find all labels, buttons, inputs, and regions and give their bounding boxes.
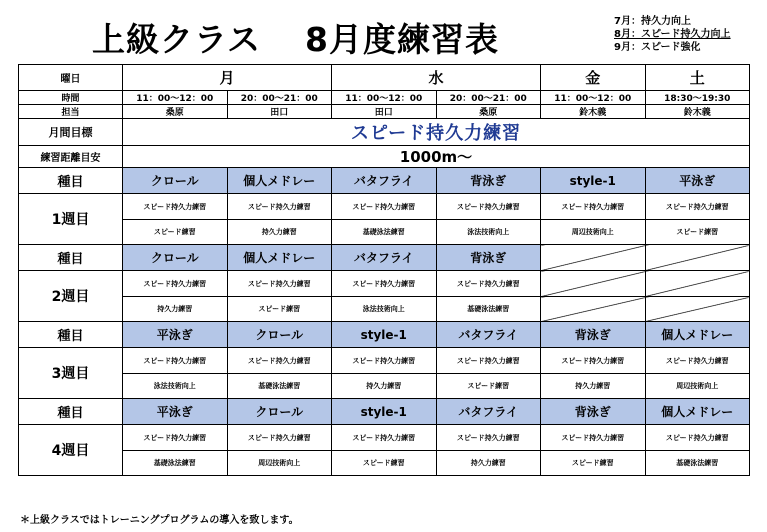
- practice-cell: スピード練習: [227, 297, 332, 322]
- practice-cell: スピード持久力練習: [332, 194, 437, 220]
- time-cell: 20：00～21：00: [436, 91, 541, 105]
- coach-cell: 田口: [227, 105, 332, 119]
- event-cell: クロール: [227, 399, 332, 425]
- session-row: [19, 194, 750, 220]
- event-cell: 個人メドレー: [227, 245, 332, 271]
- week-label: 4週目: [19, 425, 123, 476]
- practice-cell: 周辺技術向上: [645, 374, 750, 399]
- event-cell: 個人メドレー: [645, 322, 750, 348]
- title-month: 8月度練習表: [305, 20, 499, 59]
- title-class: 上級クラス: [92, 20, 262, 59]
- practice-cell: 基礎泳法練習: [436, 297, 541, 322]
- day-row: [19, 65, 750, 91]
- practice-cell: 持久力練習: [123, 297, 228, 322]
- practice-cell: スピード持久力練習: [645, 348, 750, 374]
- practice-cell: スピード持久力練習: [436, 194, 541, 220]
- event-cell: 個人メドレー: [645, 399, 750, 425]
- event-cell: 背泳ぎ: [436, 245, 541, 271]
- practice-cell: スピード持久力練習: [436, 425, 541, 451]
- day-header: 水: [332, 65, 541, 91]
- session-row: [19, 348, 750, 374]
- distance-row: [19, 146, 750, 168]
- practice-cell: 周辺技術向上: [541, 220, 646, 245]
- week-label: 2週目: [19, 271, 123, 322]
- practice-cell: スピード持久力練習: [436, 348, 541, 374]
- practice-cell: スピード持久力練習: [436, 271, 541, 297]
- practice-cell: 泳法技術向上: [332, 297, 437, 322]
- event-cell: 背泳ぎ: [541, 322, 646, 348]
- page-title: [92, 14, 499, 61]
- time-row: [19, 91, 750, 105]
- practice-cell: 基礎泳法練習: [123, 451, 228, 476]
- practice-cell: 持久力練習: [541, 374, 646, 399]
- practice-cell: 泳法技術向上: [123, 374, 228, 399]
- event-label: 種目: [19, 245, 123, 271]
- event-label: 種目: [19, 322, 123, 348]
- coach-row: [19, 105, 750, 119]
- practice-cell: 持久力練習: [227, 220, 332, 245]
- event-cell: 個人メドレー: [227, 168, 332, 194]
- practice-cell: スピード練習: [436, 374, 541, 399]
- time-label: 時間: [19, 91, 123, 105]
- practice-cell: スピード持久力練習: [541, 348, 646, 374]
- event-label: 種目: [19, 399, 123, 425]
- session-row: [19, 220, 750, 245]
- time-cell: 11：00～12：00: [332, 91, 437, 105]
- practice-cell: スピード持久力練習: [123, 425, 228, 451]
- event-cell: style-1: [541, 168, 646, 194]
- empty-cell: [541, 271, 646, 297]
- practice-cell: スピード持久力練習: [227, 271, 332, 297]
- monthly-goal: スピード持久力練習: [123, 119, 750, 146]
- coach-cell: 桑原: [436, 105, 541, 119]
- practice-cell: スピード持久力練習: [227, 194, 332, 220]
- event-cell: バタフライ: [436, 322, 541, 348]
- practice-cell: スピード持久力練習: [227, 348, 332, 374]
- monthly-theme-notes: [614, 15, 731, 54]
- theme-note: 7月：持久力向上: [614, 16, 691, 27]
- coach-cell: 鈴木義: [541, 105, 646, 119]
- practice-cell: スピード持久力練習: [541, 194, 646, 220]
- practice-cell: スピード持久力練習: [227, 425, 332, 451]
- distance-label: 練習距離目安: [19, 146, 123, 168]
- practice-cell: スピード持久力練習: [123, 194, 228, 220]
- practice-cell: スピード持久力練習: [541, 425, 646, 451]
- empty-cell: [541, 245, 646, 271]
- practice-cell: スピード持久力練習: [123, 348, 228, 374]
- event-cell: バタフライ: [332, 168, 437, 194]
- event-row: [19, 245, 750, 271]
- week-label: 1週目: [19, 194, 123, 245]
- event-cell: style-1: [332, 399, 437, 425]
- practice-cell: スピード練習: [541, 451, 646, 476]
- practice-cell: スピード持久力練習: [332, 271, 437, 297]
- event-cell: クロール: [227, 322, 332, 348]
- session-row: [19, 425, 750, 451]
- practice-cell: スピード持久力練習: [332, 348, 437, 374]
- event-cell: クロール: [123, 168, 228, 194]
- practice-cell: スピード持久力練習: [645, 194, 750, 220]
- practice-cell: スピード練習: [123, 220, 228, 245]
- coach-cell: 桑原: [123, 105, 228, 119]
- time-cell: 11：00～12：00: [123, 91, 228, 105]
- day-header: 土: [645, 65, 750, 91]
- event-cell: 平泳ぎ: [645, 168, 750, 194]
- coach-label: 担当: [19, 105, 123, 119]
- goal-label: 月間目標: [19, 119, 123, 146]
- practice-cell: スピード持久力練習: [645, 425, 750, 451]
- coach-cell: 鈴木義: [645, 105, 750, 119]
- practice-cell: 基礎泳法練習: [227, 374, 332, 399]
- empty-cell: [541, 297, 646, 322]
- event-row: [19, 322, 750, 348]
- practice-cell: 泳法技術向上: [436, 220, 541, 245]
- schedule-table: [18, 64, 750, 476]
- distance-target: 1000m～: [123, 146, 750, 168]
- event-row: [19, 399, 750, 425]
- session-row: [19, 271, 750, 297]
- session-row: [19, 297, 750, 322]
- event-cell: バタフライ: [436, 399, 541, 425]
- footer-note: ＊上級クラスではトレーニングプログラムの導入を致します。: [20, 515, 299, 526]
- day-header: 金: [541, 65, 646, 91]
- event-label: 種目: [19, 168, 123, 194]
- day-header: 月: [123, 65, 332, 91]
- practice-cell: 周辺技術向上: [227, 451, 332, 476]
- event-cell: 背泳ぎ: [541, 399, 646, 425]
- event-cell: 背泳ぎ: [436, 168, 541, 194]
- practice-cell: スピード持久力練習: [123, 271, 228, 297]
- empty-cell: [645, 297, 750, 322]
- session-row: [19, 451, 750, 476]
- practice-cell: 基礎泳法練習: [332, 220, 437, 245]
- event-cell: クロール: [123, 245, 228, 271]
- empty-cell: [645, 245, 750, 271]
- practice-cell: 持久力練習: [332, 374, 437, 399]
- coach-cell: 田口: [332, 105, 437, 119]
- event-cell: 平泳ぎ: [123, 322, 228, 348]
- practice-cell: スピード練習: [332, 451, 437, 476]
- goal-row: [19, 119, 750, 146]
- theme-note: 8月：スピード持久力向上: [614, 29, 731, 40]
- time-cell: 11：00～12：00: [541, 91, 646, 105]
- practice-cell: 基礎泳法練習: [645, 451, 750, 476]
- event-cell: style-1: [332, 322, 437, 348]
- time-cell: 20：00～21：00: [227, 91, 332, 105]
- practice-cell: 持久力練習: [436, 451, 541, 476]
- practice-cell: スピード練習: [645, 220, 750, 245]
- theme-note: 9月：スピード強化: [614, 42, 701, 53]
- session-row: [19, 374, 750, 399]
- event-cell: バタフライ: [332, 245, 437, 271]
- day-label: 曜日: [19, 65, 123, 91]
- event-cell: 平泳ぎ: [123, 399, 228, 425]
- empty-cell: [645, 271, 750, 297]
- week-label: 3週目: [19, 348, 123, 399]
- event-row: [19, 168, 750, 194]
- time-cell: 18:30～19:30: [645, 91, 750, 105]
- practice-cell: スピード持久力練習: [332, 425, 437, 451]
